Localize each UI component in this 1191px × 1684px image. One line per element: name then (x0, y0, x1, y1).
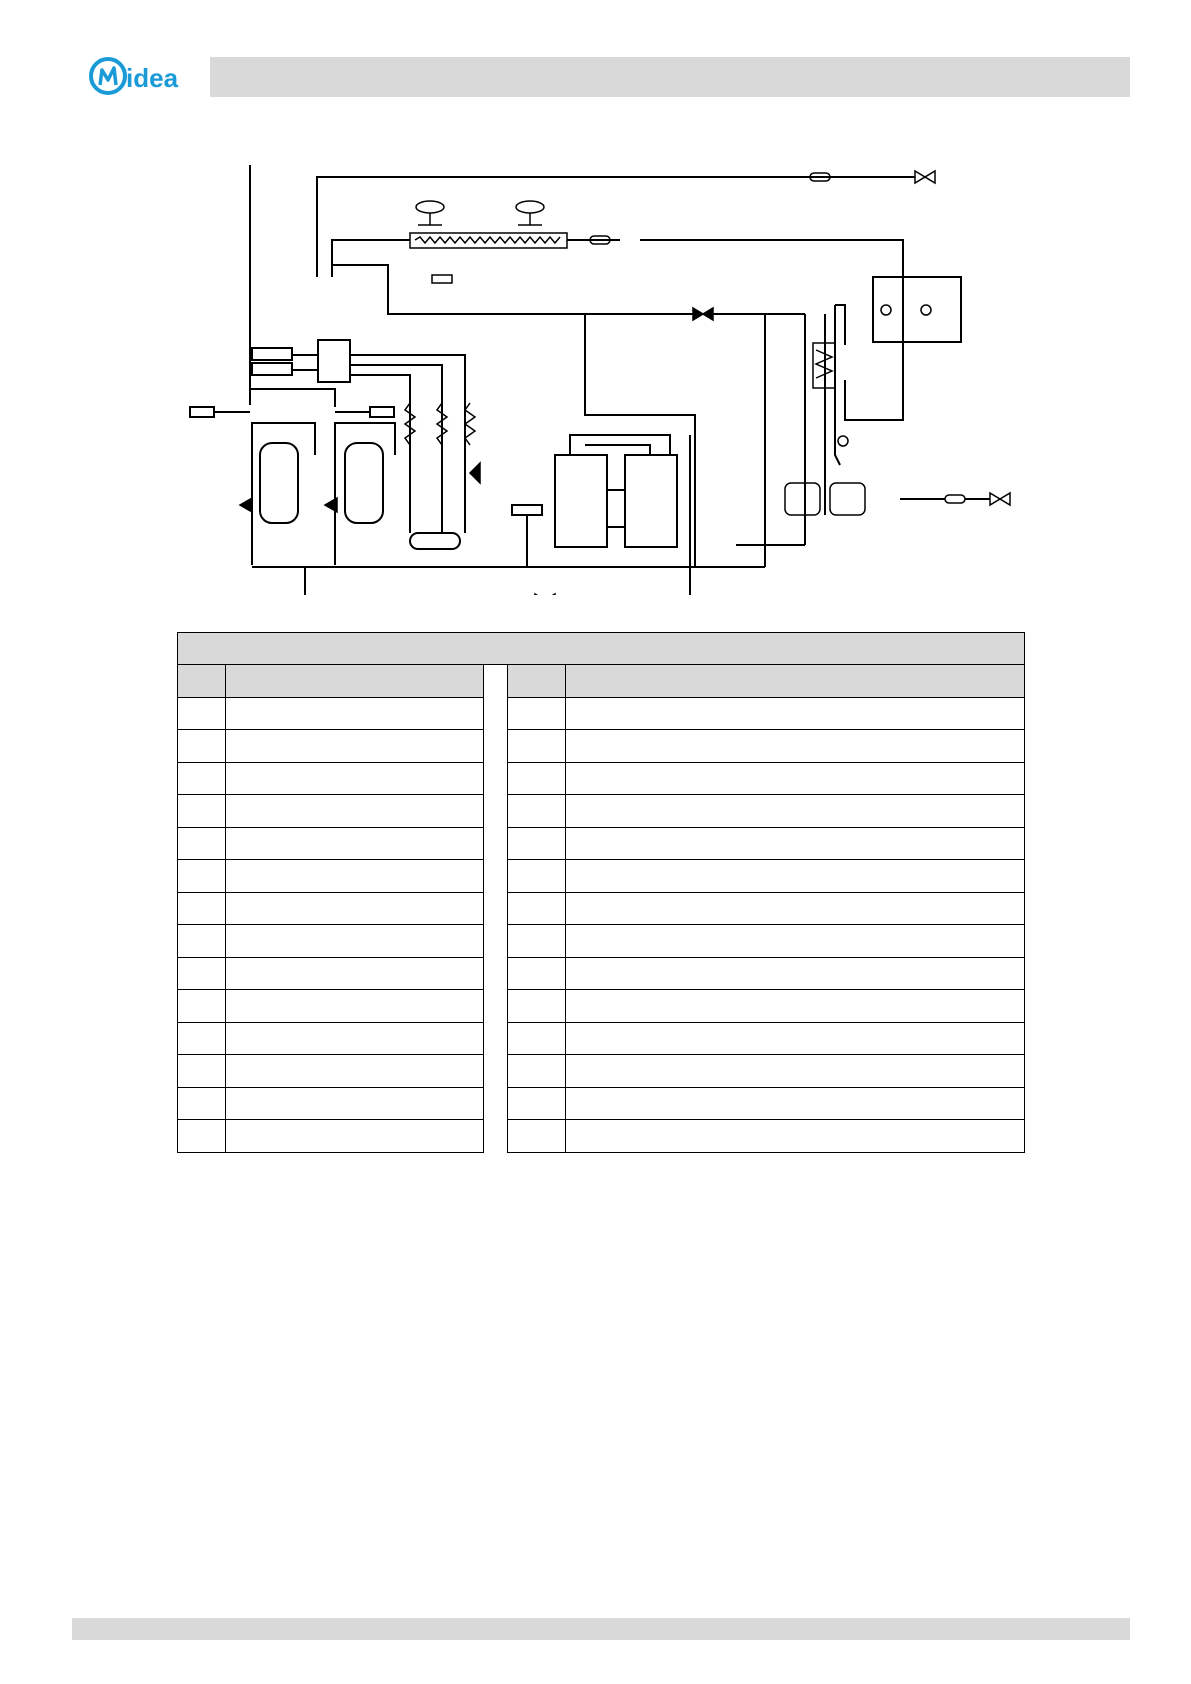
table-cell (566, 1120, 1025, 1153)
column-gap (484, 730, 508, 763)
table-cell (226, 730, 484, 763)
midea-logo (88, 54, 198, 98)
parts-table (177, 632, 1025, 1154)
table-cell (226, 827, 484, 860)
column-gap (484, 697, 508, 730)
header-cell (226, 665, 484, 698)
table-row (178, 925, 1025, 958)
table-cell (226, 925, 484, 958)
table-cell (178, 892, 226, 925)
table-cell (178, 730, 226, 763)
header-bar (210, 57, 1130, 97)
table-cell (566, 1055, 1025, 1088)
table-cell (508, 827, 566, 860)
table-cell (178, 795, 226, 828)
column-gap (484, 762, 508, 795)
table-cell (508, 1087, 566, 1120)
table-row (178, 762, 1025, 795)
table-cell (566, 795, 1025, 828)
header-cell (178, 665, 226, 698)
table-cell (226, 1022, 484, 1055)
table-cell (566, 957, 1025, 990)
table-cell (566, 827, 1025, 860)
column-gap (484, 957, 508, 990)
table-cell (566, 1022, 1025, 1055)
table-row (178, 1120, 1025, 1153)
table-row (178, 827, 1025, 860)
table-cell (226, 762, 484, 795)
table-cell (508, 795, 566, 828)
table-cell (178, 1087, 226, 1120)
table-row (178, 892, 1025, 925)
column-gap (484, 925, 508, 958)
table-row (178, 1055, 1025, 1088)
table-cell (226, 860, 484, 893)
column-gap (484, 1120, 508, 1153)
table-cell (226, 990, 484, 1023)
table-cell (566, 697, 1025, 730)
header-cell (508, 665, 566, 698)
column-gap (484, 990, 508, 1023)
table-cell (178, 697, 226, 730)
column-gap (484, 892, 508, 925)
table-cell (566, 925, 1025, 958)
table-row (178, 1022, 1025, 1055)
table-row (178, 1087, 1025, 1120)
table-cell (508, 957, 566, 990)
table-row (178, 697, 1025, 730)
table-cell (178, 1055, 226, 1088)
table-row (178, 795, 1025, 828)
column-gap (484, 860, 508, 893)
table-cell (226, 957, 484, 990)
table-cell (566, 990, 1025, 1023)
table-cell (226, 892, 484, 925)
table-cell (508, 1022, 566, 1055)
table-cell (178, 827, 226, 860)
table-cell (566, 762, 1025, 795)
column-gap (484, 1022, 508, 1055)
column-gap (484, 1087, 508, 1120)
header-cell (566, 665, 1025, 698)
table-row (178, 730, 1025, 763)
table-cell (508, 762, 566, 795)
table-cell (508, 892, 566, 925)
table-cell (178, 957, 226, 990)
table-cell (178, 990, 226, 1023)
table-cell (508, 1055, 566, 1088)
table-row (178, 860, 1025, 893)
table-cell (178, 762, 226, 795)
table-cell (178, 1120, 226, 1153)
parts-table-title (177, 632, 1025, 665)
table-cell (508, 697, 566, 730)
table-row (178, 990, 1025, 1023)
table-header-row (178, 665, 1025, 698)
table-cell (508, 925, 566, 958)
table-cell (178, 925, 226, 958)
table-cell (566, 730, 1025, 763)
table-cell (508, 730, 566, 763)
table-cell (226, 697, 484, 730)
table-cell (226, 795, 484, 828)
table-cell (226, 1087, 484, 1120)
table-cell (178, 1022, 226, 1055)
table-row (178, 957, 1025, 990)
table-cell (508, 990, 566, 1023)
column-gap (484, 1055, 508, 1088)
table-cell (566, 1087, 1025, 1120)
table-cell (508, 1120, 566, 1153)
table-cell (566, 892, 1025, 925)
column-gap (484, 827, 508, 860)
table-cell (226, 1120, 484, 1153)
refrigerant-piping-diagram (180, 165, 1050, 595)
table-cell (566, 860, 1025, 893)
column-gap (484, 665, 508, 698)
table-cell (226, 1055, 484, 1088)
svg-text:idea: idea (126, 63, 179, 93)
table-cell (178, 860, 226, 893)
table-cell (508, 860, 566, 893)
footer-bar (72, 1618, 1130, 1640)
column-gap (484, 795, 508, 828)
